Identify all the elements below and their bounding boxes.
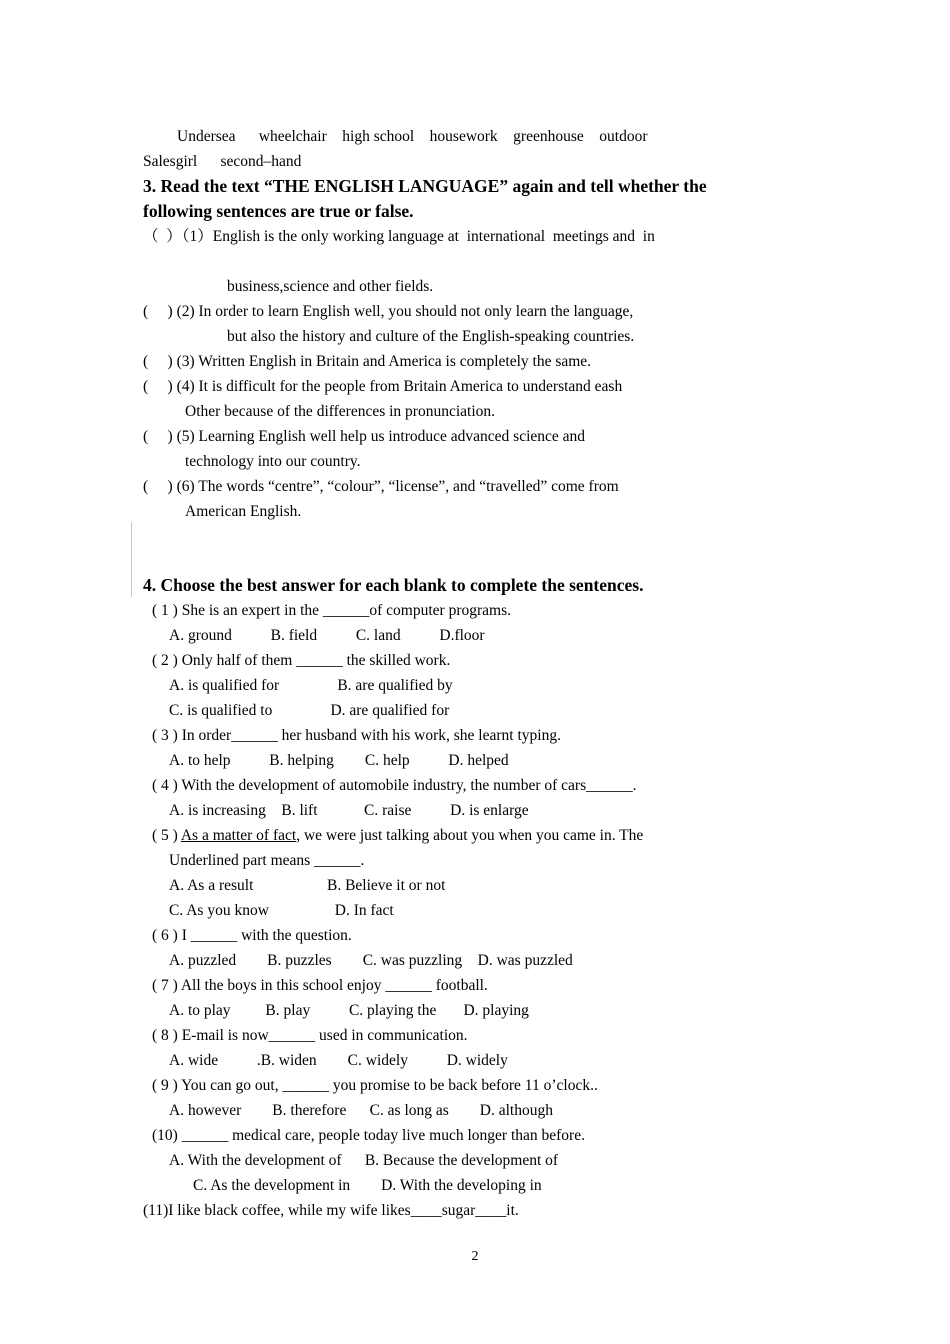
tf-item-6-cont: American English. <box>185 503 302 520</box>
q8-stem: ( 8 ) E-mail is now______ used in communication. <box>152 1027 468 1044</box>
tf-item-2-cont: but also the history and culture of the English-speaking countries. <box>227 328 635 345</box>
tf-item-3: ( ) (3) Written English in Britain and America is completely the same. <box>143 353 592 370</box>
q5-underlined-phrase: As a matter of fact <box>180 827 297 844</box>
section3-title-cont: following sentences are true or false. <box>143 201 414 221</box>
section4-title: 4. Choose the best answer for each blank to complete the sentences. <box>143 575 644 595</box>
tf-item-4-cont: Other because of the differences in pronunciation. <box>185 403 496 420</box>
q5-number: ( 5 ) <box>152 827 181 844</box>
q2-options-2: C. is qualified to D. are qualified for <box>169 702 450 719</box>
q11-stem: (11)I like black coffee, while my wife likes____sugar____it. <box>143 1202 519 1219</box>
tf-item-1-cont: business,science and other fields. <box>227 278 434 295</box>
q7-options: A. to play B. play C. playing the D. playing <box>169 1002 529 1019</box>
tf-item-1: （ ）（1）English is the only working language at international meetings and in <box>143 228 655 245</box>
q5-stem <box>152 826 643 846</box>
page-number: 2 <box>471 1249 479 1264</box>
tf-item-5: ( ) (5) Learning English well help us introduce advanced science and <box>143 428 586 445</box>
q1-stem: ( 1 ) She is an expert in the ______of computer programs. <box>152 602 511 619</box>
q3-stem: ( 3 ) In order______ her husband with his work, she learnt typing. <box>152 727 561 744</box>
q2-options-1: A. is qualified for B. are qualified by <box>169 677 453 694</box>
q5-options-2: C. As you know D. In fact <box>169 902 394 919</box>
q5-stem-rest: , we were just talking about you when you came in. The <box>296 827 644 844</box>
q10-options-1: A. With the development of B. Because the development of <box>169 1152 559 1169</box>
q8-options: A. wide .B. widen C. widely D. widely <box>169 1052 508 1069</box>
section3-title: 3. Read the text “THE ENGLISH LANGUAGE” again and tell whether the <box>143 176 707 196</box>
margin-line <box>131 522 132 597</box>
q10-stem: (10) ______ medical care, people today live much longer than before. <box>152 1127 585 1144</box>
tf-item-6: ( ) (6) The words “centre”, “colour”, “license”, and “travelled” come from <box>143 478 619 495</box>
word-list-row2: Salesgirl second–hand <box>143 153 302 170</box>
q1-options: A. ground B. field C. land D.floor <box>169 627 485 644</box>
q5-options-1: A. As a result B. Believe it or not <box>169 877 446 894</box>
q4-stem: ( 4 ) With the development of automobile industry, the number of cars______. <box>152 777 637 794</box>
q10-options-2: C. As the development in D. With the developing in <box>193 1177 542 1194</box>
q9-options: A. however B. therefore C. as long as D. although <box>169 1102 553 1119</box>
q6-options: A. puzzled B. puzzles C. was puzzling D. was puzzled <box>169 952 573 969</box>
q2-stem: ( 2 ) Only half of them ______ the skilled work. <box>152 652 451 669</box>
q9-stem: ( 9 ) You can go out, ______ you promise to be back before 11 o’clock.. <box>152 1077 598 1094</box>
q5-stem-cont: Underlined part means ______. <box>169 852 365 869</box>
q6-stem: ( 6 ) I ______ with the question. <box>152 927 352 944</box>
q4-options: A. is increasing B. lift C. raise D. is enlarge <box>169 802 529 819</box>
word-list-row1: Undersea wheelchair high school housework greenhouse outdoor <box>177 128 648 145</box>
tf-item-4: ( ) (4) It is difficult for the people from Britain America to understand eash <box>143 378 623 395</box>
tf-item-2: ( ) (2) In order to learn English well, you should not only learn the language, <box>143 303 634 320</box>
tf-item-5-cont: technology into our country. <box>185 453 361 470</box>
q3-options: A. to help B. helping C. help D. helped <box>169 752 509 769</box>
q7-stem: ( 7 ) All the boys in this school enjoy ______ football. <box>152 977 488 994</box>
